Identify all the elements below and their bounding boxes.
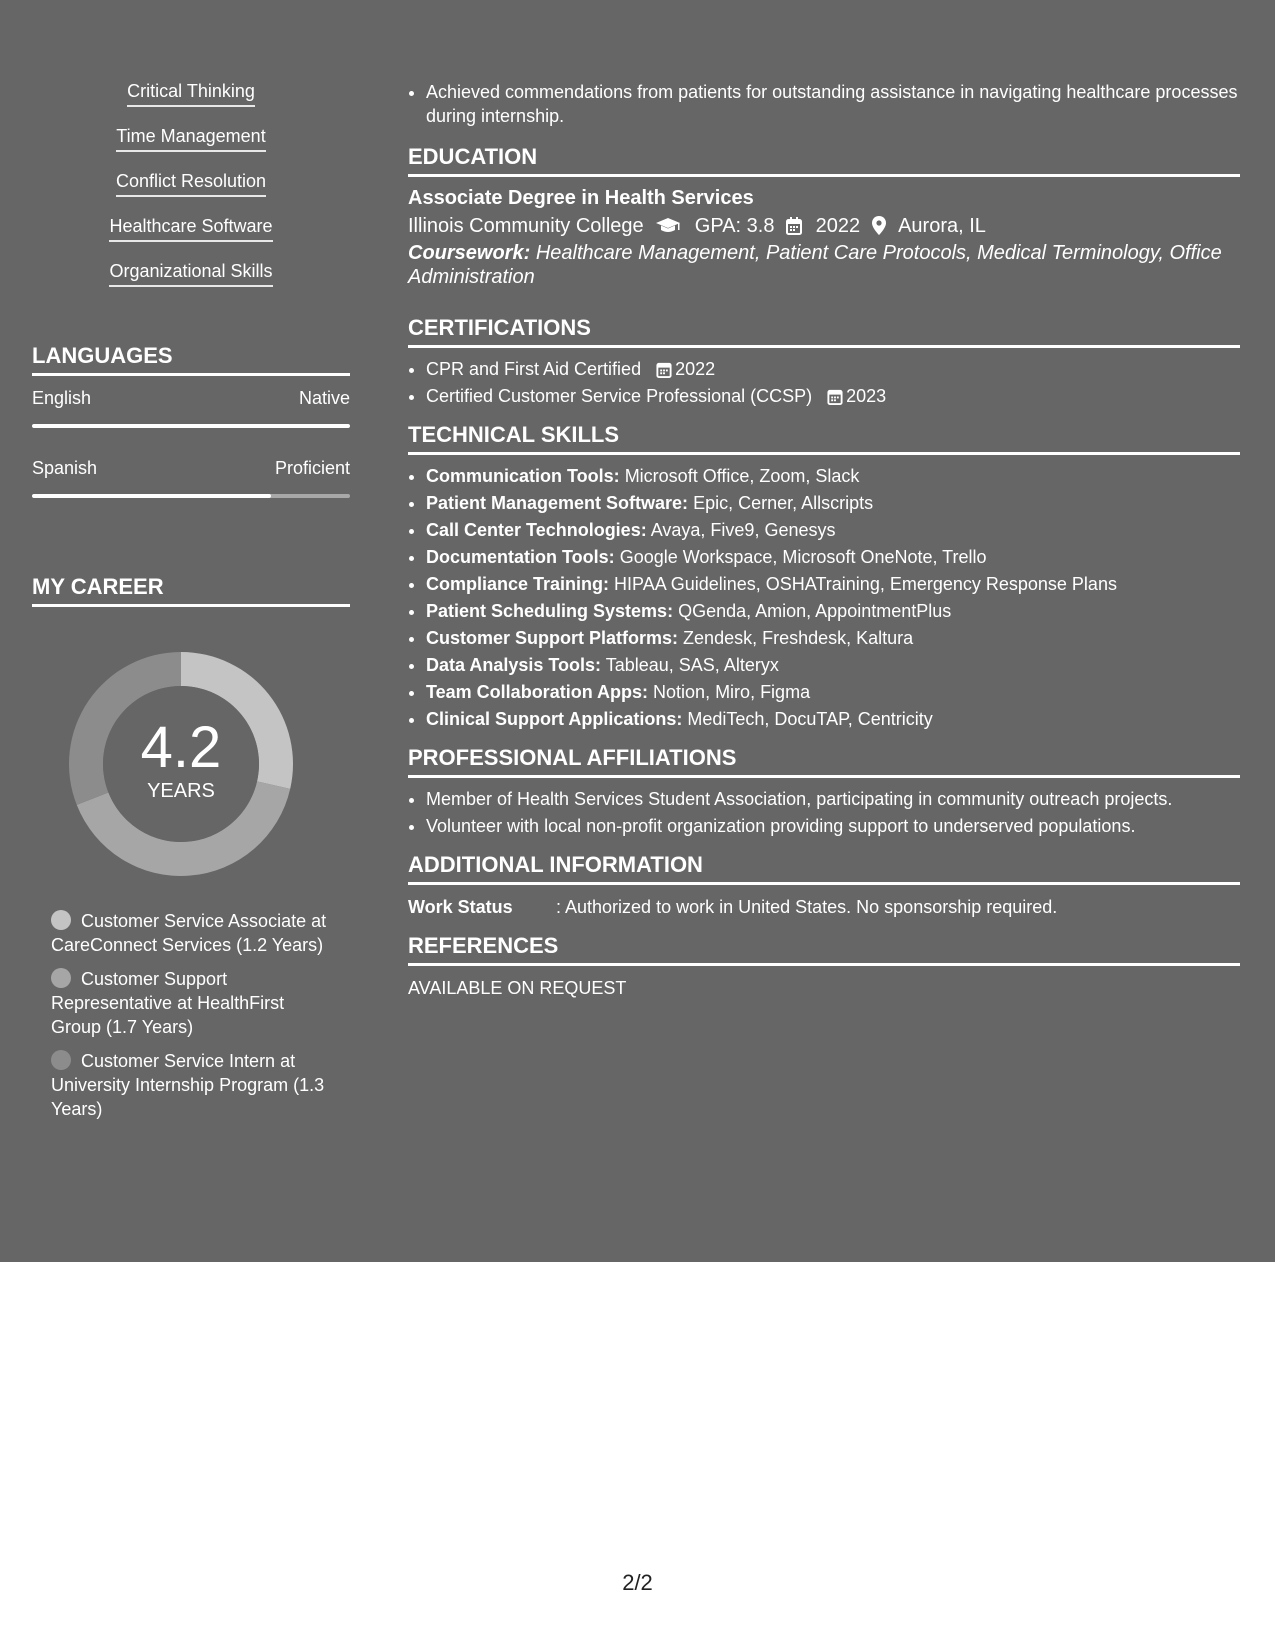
page-number: 2/2 [622,1570,653,1595]
work-status-row [408,895,1240,919]
legend-dot-icon [51,968,71,988]
technical-skill-value: MediTech, DocuTAP, Centricity [687,709,933,729]
technical-skill-item [426,652,1240,679]
work-status-value: : Authorized to work in United States. No sponsorship required. [556,897,1058,917]
technical-skill-label: Clinical Support Applications: [426,709,683,729]
technical-skill-item [426,679,1240,706]
certifications-heading: CERTIFICATIONS [408,315,1240,348]
technical-skill-item [426,490,1240,517]
sidebar [32,80,350,1131]
references-text: AVAILABLE ON REQUEST [408,978,627,998]
language-row [32,446,350,516]
coursework-label: Coursework: [408,242,531,264]
calendar-icon [786,217,802,235]
languages-heading: LANGUAGES [32,343,350,376]
technical-skill-label: Data Analysis Tools: [426,655,602,675]
technical-skill-value: Microsoft Office, Zoom, Slack [624,466,860,486]
technical-skill-value: Notion, Miro, Figma [653,682,811,702]
affiliation-item: • Member of Health Services Student Association, participating in community outreach projects. [426,786,1240,813]
technical-skill-label: Customer Support Platforms: [426,628,679,648]
technical-skill-item [426,517,1240,544]
legend-dot-icon [51,1050,71,1070]
technical-skills-heading: TECHNICAL SKILLS [408,422,1240,455]
language-bar [32,494,350,498]
technical-skill-value: Google Workspace, Microsoft OneNote, Trello [619,547,987,567]
language-bar [32,424,350,428]
technical-skill-item [426,598,1240,625]
coursework [408,241,1240,289]
degree-title: Associate Degree in Health Services [408,187,754,209]
graduation-cap-icon [655,217,681,235]
school-name: Illinois Community College [408,215,644,237]
technical-skill-value: Avaya, Five9, Genesys [650,520,836,540]
location-pin-icon [872,216,886,235]
education-meta [408,211,1240,241]
skill-item: Conflict Resolution [116,170,266,197]
technical-skill-value: Epic, Cerner, Allscripts [693,493,874,513]
technical-skill-value: HIPAA Guidelines, OSHATraining, Emergency Response Plans [614,574,1117,594]
work-status-label: Work Status [408,897,513,917]
technical-skill-label: Compliance Training: [426,574,610,594]
certification-year: 2023 [846,386,887,406]
career-legend-label: Customer Service Associate at CareConnect Services (1.2 Years) [51,911,327,955]
career-donut-chart [66,649,296,879]
career-total-unit: YEARS [147,780,215,802]
skill-item: Organizational Skills [109,260,272,287]
certification-item [426,356,1240,383]
coursework-list: Healthcare Management, Patient Care Protocols, Medical Terminology, Office Administration [408,242,1222,288]
calendar-icon [656,361,672,378]
education-location: Aurora, IL [898,215,986,237]
language-row [32,376,350,446]
technical-skill-value: QGenda, Amion, AppointmentPlus [678,601,952,621]
affiliations-heading: PROFESSIONAL AFFILIATIONS [408,745,1240,778]
language-name: Spanish [32,458,98,478]
technical-skill-item [426,571,1240,598]
certification-year: 2022 [675,359,716,379]
affiliations-list [408,786,1240,840]
language-level: Proficient [274,458,350,478]
career-legend-item [32,909,336,957]
gpa: GPA: 3.8 [694,215,775,237]
calendar-icon [827,388,843,405]
certification-name: Certified Customer Service Professional (CCSP) [426,386,813,406]
technical-skills-list [408,463,1240,733]
additional-info-heading: ADDITIONAL INFORMATION [408,852,1240,885]
soft-skills-list [32,80,350,305]
technical-skill-item [426,463,1240,490]
legend-dot-icon [51,910,71,930]
references-heading: REFERENCES [408,933,1240,966]
career-donut-center [66,717,296,803]
experience-bullet: • Achieved commendations from patients for outstanding assistance in navigating healthcare processes during internship. [426,80,1240,128]
main-content [408,80,1240,999]
language-bar-fill [32,494,271,498]
graduation-year: 2022 [815,215,861,237]
technical-skill-value: Zendesk, Freshdesk, Kaltura [683,628,914,648]
career-total-years: 4.2 [140,715,222,780]
career-legend-label: Customer Support Representative at HealthFirst Group (1.7 Years) [51,969,285,1037]
skill-item: Critical Thinking [127,80,255,107]
career-legend-label: Customer Service Intern at University Internship Program (1.3 Years) [51,1051,325,1119]
skill-item: Healthcare Software [109,215,272,242]
education-heading: EDUCATION [408,144,1240,177]
certification-item [426,383,1240,410]
certifications-list [408,356,1240,410]
certification-name: CPR and First Aid Certified [426,359,642,379]
technical-skill-label: Team Collaboration Apps: [426,682,649,702]
technical-skill-value: Tableau, SAS, Alteryx [605,655,779,675]
technical-skill-item [426,625,1240,652]
career-legend-item [32,967,336,1039]
technical-skill-label: Call Center Technologies: [426,520,647,540]
technical-skill-label: Documentation Tools: [426,547,615,567]
experience-bullets [408,80,1240,128]
technical-skill-item [426,706,1240,733]
language-bar-fill [32,424,350,428]
career-heading: MY CAREER [32,574,350,607]
technical-skill-label: Patient Scheduling Systems: [426,601,674,621]
technical-skill-item [426,544,1240,571]
language-level: Native [298,388,350,408]
technical-skill-label: Communication Tools: [426,466,620,486]
language-name: English [32,388,92,408]
affiliation-item: • Volunteer with local non-profit organization providing support to underserved populations. [426,813,1240,840]
skill-item: Time Management [116,125,265,152]
technical-skill-label: Patient Management Software: [426,493,689,513]
career-legend-item [32,1049,336,1121]
